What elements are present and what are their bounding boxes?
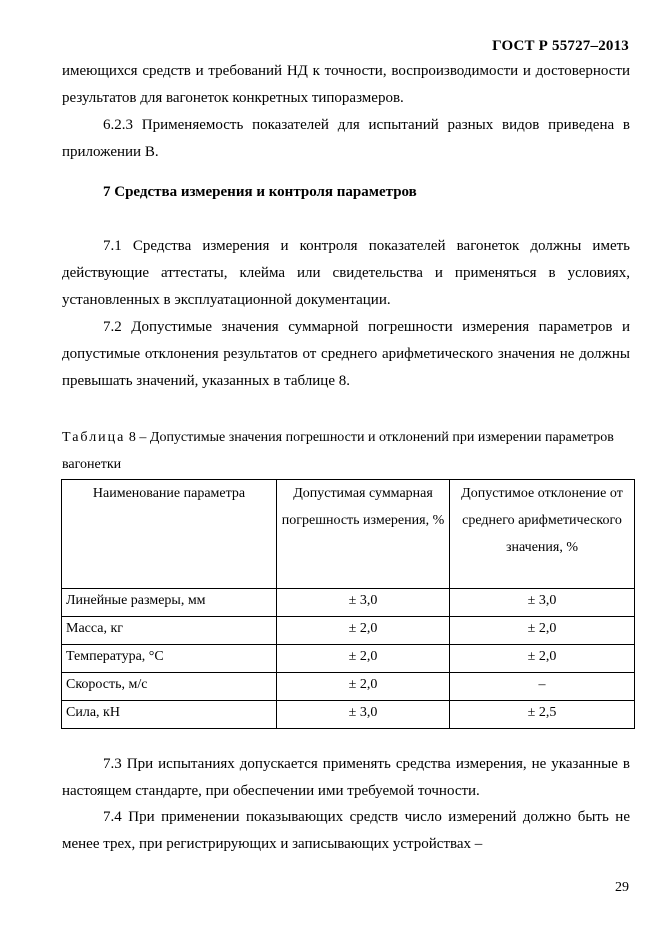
paragraph-7-3: 7.3 При испытаниях допускается применять средства измерения, не указанные в настоящем стандарте, при обеспечении ими требуемой точности.: [62, 756, 630, 799]
cell-deviation: ± 2,5: [450, 701, 635, 729]
header-total-error: Допустимая суммарная погрешность измерения, %: [277, 480, 450, 589]
table-row: [62, 617, 635, 645]
paragraph-7-1: 7.1 Средства измерения и контроля показателей вагонеток должны иметь действующие аттестаты, клейма или свидетельства и применяться в условиях, установленных в эксплуатационной документации.: [62, 238, 630, 308]
table-header-row: [62, 480, 635, 589]
table-caption-text: 8 – Допустимые значения погрешности и отклонений при измерении параметров вагонетки: [62, 430, 614, 472]
table-row: [62, 673, 635, 701]
page-number: 29: [615, 880, 629, 895]
cell-parameter: Температура, °С: [62, 645, 277, 673]
standard-header: ГОСТ Р 55727–2013: [492, 38, 629, 54]
cell-error: ± 2,0: [277, 645, 450, 673]
paragraph-7-4: 7.4 При применении показывающих средств число измерений должно быть не менее трех, при регистрирующих и записывающих устройствах –: [62, 809, 630, 852]
cell-parameter: Масса, кг: [62, 617, 277, 645]
table-row: [62, 589, 635, 617]
cell-deviation: ± 2,0: [450, 617, 635, 645]
cell-error: ± 3,0: [277, 589, 450, 617]
cell-parameter: Скорость, м/с: [62, 673, 277, 701]
cell-error: ± 2,0: [277, 673, 450, 701]
header-deviation: Допустимое отклонение от среднего арифметического значения, %: [450, 480, 635, 589]
cell-deviation: –: [450, 673, 635, 701]
cell-parameter: Сила, кН: [62, 701, 277, 729]
table-caption: [62, 424, 632, 478]
cell-deviation: ± 2,0: [450, 645, 635, 673]
paragraph-intro: имеющихся средств и требований НД к точности, воспроизводимости и достоверности результатов для вагонеток конкретных типоразмеров.: [62, 63, 630, 106]
table-caption-label: Таблица: [62, 430, 126, 445]
paragraph-7-2: 7.2 Допустимые значения суммарной погрешности измерения параметров и допустимые отклонения результатов от среднего арифметического значения не должны превышать значений, указанных в таблице 8.: [62, 319, 630, 389]
paragraph-6-2-3: 6.2.3 Применяемость показателей для испытаний разных видов приведена в приложении В.: [62, 117, 630, 160]
table-row: [62, 701, 635, 729]
header-parameter-name: Наименование параметра: [62, 480, 277, 589]
cell-deviation: ± 3,0: [450, 589, 635, 617]
table-row: [62, 645, 635, 673]
cell-error: ± 2,0: [277, 617, 450, 645]
section-title: 7 Средства измерения и контроля параметров: [103, 184, 417, 200]
cell-error: ± 3,0: [277, 701, 450, 729]
cell-parameter: Линейные размеры, мм: [62, 589, 277, 617]
tolerance-table: [61, 479, 635, 729]
